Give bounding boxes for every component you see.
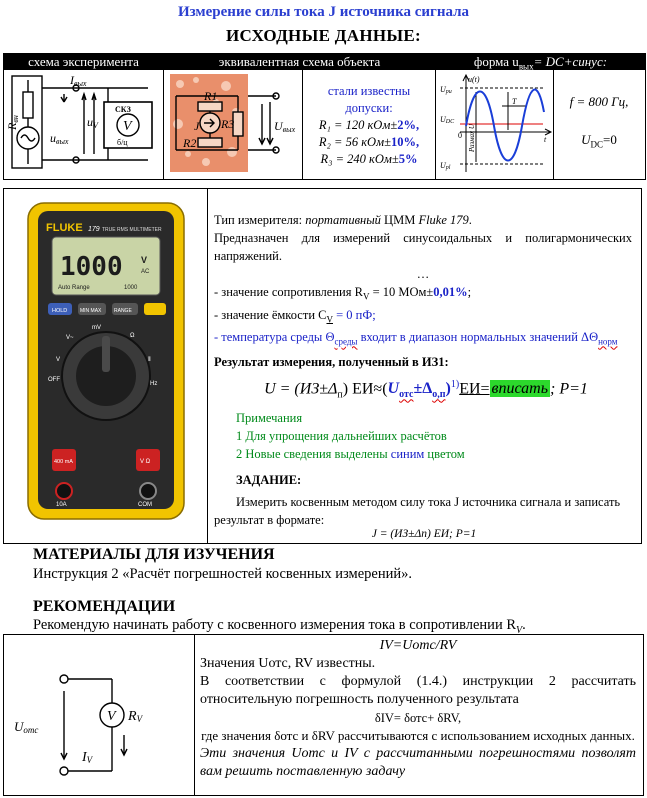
task-heading: ЗАДАНИЕ:: [236, 473, 302, 487]
svg-text:UDC: UDC: [440, 115, 455, 125]
i-out-label: Iвых: [70, 73, 87, 88]
header-equivalent-scheme: эквивалентная схема объекта: [164, 54, 435, 70]
svg-text:V Ω: V Ω: [140, 459, 151, 465]
svg-text:AC: AC: [141, 269, 150, 275]
svg-text:400 mA: 400 mA: [54, 459, 73, 465]
equivalent-circuit-diagram: [166, 72, 300, 176]
svg-text:Upu: Upu: [440, 85, 452, 95]
header-experiment-scheme: схема эксперимента: [4, 54, 163, 70]
recommendations-text: Рекомендую начинать работу с косвенного измерения тока в сопротивлении $R_V$.: [33, 617, 526, 636]
u-v-label: uV: [87, 115, 98, 130]
recommendation-table: [3, 634, 644, 796]
frequency-value: f = 800 Гц,: [569, 94, 629, 109]
task-text: Измерить косвенным методом силу тока J источника сигнала и записать результат в формате:: [214, 495, 621, 527]
svg-text:MIN MAX: MIN MAX: [80, 308, 102, 314]
notes-block: Примечания 1 Для упрощения дальнейших расчётов 2 Новые сведения выделены синим цветом: [236, 411, 465, 461]
svg-text:R2: R2: [183, 136, 197, 150]
svg-text:V: V: [107, 709, 116, 724]
svg-text:0: 0: [458, 131, 462, 140]
recommendations-heading: РЕКОМЕНДАЦИИ: [33, 598, 176, 615]
section-subtitle: ИСХОДНЫЕ ДАННЫЕ:: [226, 26, 421, 45]
result-formula: $U = (ИЗ\pm\Delta_п)$ $ЕИ\approx(U_{отс}\pm\Delta_{о,п})^{1)}ЕИ=$ вписать ; P=1: [264, 379, 588, 401]
svg-text:Ω: Ω: [130, 333, 135, 339]
source-data-table: [3, 53, 646, 180]
task-format: J = (ИЗ±Δп) ЕИ; P=1: [371, 528, 477, 540]
svg-text:V: V: [56, 357, 61, 363]
svg-text:179: 179: [88, 226, 100, 233]
udc-value: $U_{DC}=0$: [581, 132, 617, 150]
svg-text:COM: COM: [138, 502, 152, 508]
svg-text:t: t: [544, 135, 547, 144]
svg-text:Uотс: Uотс: [14, 719, 39, 735]
svg-text:FLUKE: FLUKE: [46, 222, 83, 234]
materials-text: Инструкция 2 «Расчёт погрешностей косвенных измерений».: [33, 566, 413, 582]
svg-text:Hz: Hz: [150, 381, 158, 387]
waveform-plot: [438, 72, 552, 176]
svg-text:Размах U: Размах U: [468, 124, 476, 152]
svg-text:1000: 1000: [124, 285, 138, 291]
svg-text:mV: mV: [92, 325, 101, 331]
svg-text:RV: RV: [128, 709, 143, 724]
r-internal-label: Rвн: [5, 115, 20, 130]
fill-in-placeholder[interactable]: вписать: [491, 380, 549, 398]
svg-text:OFF: OFF: [48, 377, 60, 383]
page-title: Измерение силы тока J источника сигнала: [177, 4, 470, 20]
recommendation-text: IV=Uотс/RV Значения Uотс, RV известны. В соответствии с формулой (1.4.) инструкции 2 рассчитать относительную погрешность полученного результата δIV= δотс+ δRV, где значения δотс и δRV рассчитываются с использованием исходных данных. Эти значения Uотс и IV с рассчитанными погрешностями позволят вам решить поставленную задачу: [200, 638, 636, 779]
svg-text:СКЗ: СКЗ: [115, 105, 131, 114]
svg-text:б/ц: б/ц: [117, 138, 128, 147]
tolerances-block: стали известны допуски: R₁ = 120 кОм±2%, R₂ = 56 кОм±10%, R₃ = 240 кОм±5%: [318, 84, 420, 166]
multimeter-image: [26, 201, 186, 521]
instrument-block: [3, 188, 642, 544]
svg-text:R1: R1: [204, 89, 218, 103]
svg-text:V~: V~: [66, 335, 74, 341]
svg-text:V: V: [141, 255, 148, 265]
svg-text:RANGE: RANGE: [114, 308, 132, 314]
svg-text:Uвых: Uвых: [274, 119, 296, 134]
svg-text:Upl: Upl: [440, 161, 451, 171]
u-out-label: uвых: [50, 131, 69, 146]
svg-text:Auto Range: Auto Range: [58, 285, 90, 291]
svg-text:R3: R3: [221, 117, 235, 131]
svg-text:IV: IV: [82, 750, 93, 765]
svg-text:V: V: [123, 119, 132, 134]
meter-description: Тип измерителя: портативный ЦММ Fluke 179. Предназначен для измерений синусоидальных и полигармонических напряжений. … - значение сопротивления $R_V = 10$ МОм±0,01%; - значение ёмкости $C_V = 0$ пФ; - температура среды $\Theta_{среды}$ входит в диапазон нормальных значений $\Delta\Theta_{норм}$ Результат измерения, полученный в ИЗ1:: [214, 213, 632, 369]
svg-text:HOLD: HOLD: [52, 308, 68, 314]
experiment-circuit-diagram: [5, 72, 160, 176]
header-waveform: форма $u_{вых}=$ DC+синус:: [436, 54, 645, 70]
svg-text:1000: 1000: [60, 252, 123, 282]
svg-text:TRUE RMS MULTIMETER: TRUE RMS MULTIMETER: [102, 227, 162, 233]
svg-text:J: J: [194, 119, 200, 133]
svg-text:⦀: ⦀: [148, 357, 151, 363]
materials-heading: МАТЕРИАЛЫ ДЛЯ ИЗУЧЕНИЯ: [33, 546, 275, 563]
svg-text:T: T: [512, 97, 517, 106]
svg-text:u(t): u(t): [468, 75, 480, 84]
rv-circuit-diagram: [14, 671, 184, 781]
svg-text:10A: 10A: [56, 502, 67, 508]
